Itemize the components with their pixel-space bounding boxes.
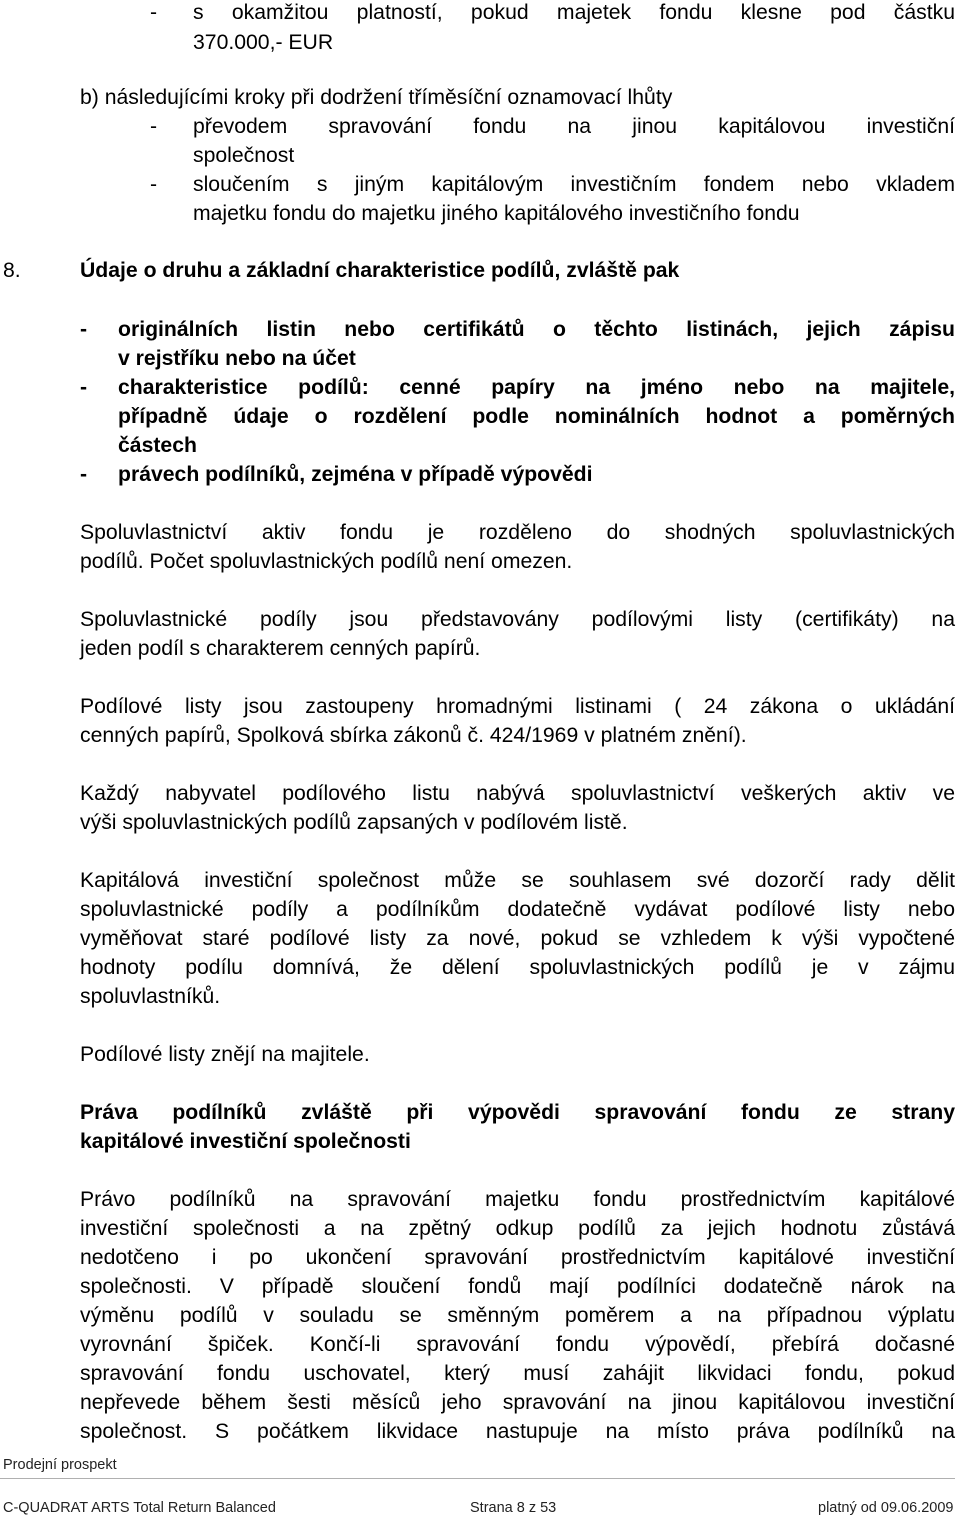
section-title: Údaje o druhu a základní charakteristice podílů, zvláště pak: [80, 259, 680, 282]
text-line: výši spoluvlastnických podílů zapsaných v podílovém listě.: [80, 811, 628, 834]
text-line: vyrovnání špiček. Končí-li spravování fondu výpovědí, přebírá dočasné: [80, 1333, 955, 1356]
dash: -: [80, 318, 88, 341]
dash: -: [150, 1, 158, 24]
subheading: kapitálové investiční společnosti: [80, 1130, 411, 1153]
text-line: spoluvlastnické podíly a podílníkům dodatečně vydávat podílové listy nebo: [80, 898, 955, 921]
text-line: částech: [118, 434, 197, 457]
text-line: Spoluvlastnictví aktiv fondu je rozděleno do shodných spoluvlastnických: [80, 521, 955, 544]
text-line: v rejstříku nebo na účet: [118, 347, 356, 370]
dash: -: [80, 463, 88, 486]
text-line: Podílové listy znějí na majitele.: [80, 1043, 370, 1066]
footer-divider: [0, 1478, 955, 1479]
subheading: Práva podílníků zvláště při výpovědi spravování fondu ze strany: [80, 1101, 955, 1124]
text-line: hodnoty podílu domnívá, že dělení spoluvlastnických podílů je v zájmu: [80, 956, 955, 979]
text-line: spoluvlastníků.: [80, 985, 221, 1008]
text-line: s okamžitou platností, pokud majetek fondu klesne pod částku: [193, 1, 955, 24]
footer-validity-date: platný od 09.06.2009: [818, 1500, 954, 1516]
text-line: společnost: [193, 144, 295, 167]
text-line: Spoluvlastnické podíly jsou představovány podílovými listy (certifikáty) na: [80, 608, 955, 631]
section-number: 8.: [3, 259, 21, 282]
text-line: 370.000,- EUR: [193, 31, 334, 54]
text-line: nedotčeno i po ukončení spravování prostřednictvím kapitálové investiční: [80, 1246, 955, 1269]
text-line: společnost. S počátkem likvidace nastupuje na místo práva podílníků na: [80, 1420, 955, 1443]
text-line: Právo podílníků na spravování majetku fondu prostřednictvím kapitálové: [80, 1188, 955, 1211]
text-line: nepřevede během šesti měsíců jeho spravování na jinou kapitálovou investiční: [80, 1391, 955, 1414]
dash: -: [80, 376, 88, 399]
text-line: sloučením s jiným kapitálovým investičním fondem nebo vkladem: [193, 173, 955, 196]
text-line: Každý nabyvatel podílového listu nabývá spoluvlastnictví veškerých aktiv ve: [80, 782, 955, 805]
footer-page-number: Strana 8 z 53: [470, 1500, 557, 1516]
text-line: podílů. Počet spoluvlastnických podílů není omezen.: [80, 550, 573, 573]
text-line: výměnu podílů v souladu se směnným poměrem a na případnou výplatu: [80, 1304, 955, 1327]
text-line: majetku fondu do majetku jiného kapitálového investičního fondu: [193, 202, 800, 225]
text-line: jeden podíl s charakterem cenných papírů.: [80, 637, 481, 660]
text-line: společnosti. V případě sloučení fondů mají podílníci dodatečně nárok na: [80, 1275, 955, 1298]
text-line: právech podílníků, zejména v případě výpovědi: [118, 463, 593, 486]
dash: -: [150, 115, 158, 138]
text-line: převodem spravování fondu na jinou kapitálovou investiční: [193, 115, 955, 138]
text-line: cenných papírů, Spolková sbírka zákonů č. 424/1969 v platném znění).: [80, 724, 747, 747]
text-line: Podílové listy jsou zastoupeny hromadnými listinami ( 24 zákona o ukládání: [80, 695, 955, 718]
text-line: Kapitálová investiční společnost může se souhlasem své dozorčí rady dělit: [80, 869, 955, 892]
text-line: spravování fondu uschovatel, který musí zahájit likvidaci fondu, pokud: [80, 1362, 955, 1385]
footer-fund-name: C-QUADRAT ARTS Total Return Balanced: [3, 1500, 276, 1516]
text-line: případně údaje o rozdělení podle nominálních hodnot a poměrných: [118, 405, 955, 428]
list-heading: b) následujícími kroky při dodržení tříměsíční oznamovací lhůty: [80, 86, 673, 109]
text-line: investiční společnosti a na zpětný odkup podílů za jejich hodnotu zůstává: [80, 1217, 955, 1240]
text-line: charakteristice podílů: cenné papíry na jméno nebo na majitele,: [118, 376, 955, 399]
footer-doc-type: Prodejní prospekt: [3, 1457, 117, 1473]
text-line: originálních listin nebo certifikátů o těchto listinách, jejich zápisu: [118, 318, 955, 341]
dash: -: [150, 173, 158, 196]
text-line: vyměňovat staré podílové listy za nové, pokud se vzhledem k výši vypočtené: [80, 927, 955, 950]
